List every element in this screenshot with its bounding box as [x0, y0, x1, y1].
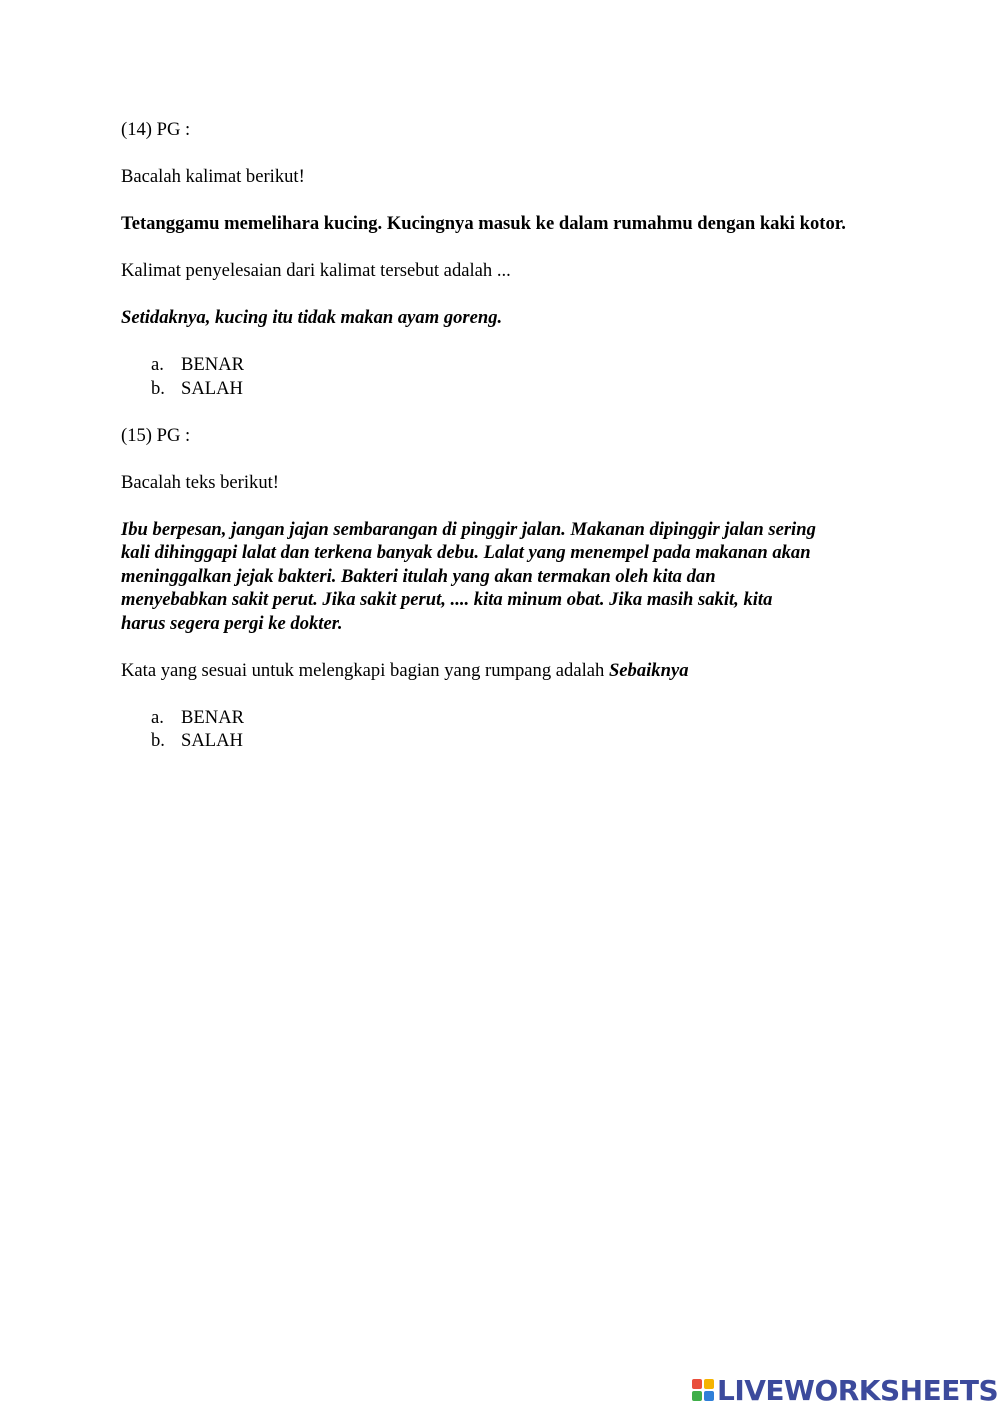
q15-passage [121, 518, 881, 636]
logo-square-green [692, 1391, 702, 1401]
q14-instruction: Bacalah kalimat berikut! [121, 166, 305, 187]
q15-passage-line-3: meninggalkan jejak bakteri. Bakteri itulah yang akan termakan oleh kita dan [121, 565, 716, 587]
q15-options [121, 706, 881, 753]
liveworksheets-logo-icon [692, 1379, 714, 1401]
q15-question [121, 659, 881, 683]
q15-passage-line-5: harus segera pergi ke dokter. [121, 612, 343, 634]
q15-option-b-text: SALAH [181, 730, 243, 751]
logo-square-blue [704, 1391, 714, 1401]
q14-statement: Setidaknya, kucing itu tidak makan ayam goreng. [121, 307, 503, 328]
logo-square-yellow [704, 1379, 714, 1389]
q14-options [121, 353, 881, 400]
q15-number: (15) PG : [121, 424, 191, 446]
q14-option-b[interactable]: b. SALAH [151, 377, 243, 399]
q15-passage-line-1: Ibu berpesan, jangan jajan sembarangan di pinggir jalan. Makanan dipinggir jalan sering [121, 518, 816, 540]
q14-option-a[interactable]: a. BENAR [151, 354, 245, 375]
worksheet-page [121, 118, 881, 776]
q15-answer-word: Sebaiknya [608, 659, 689, 681]
logo-square-red [692, 1379, 702, 1389]
q14-number: (14) PG : [121, 119, 191, 140]
q14-option-b-text: SALAH [181, 377, 243, 399]
q15-option-a[interactable]: a. BENAR [151, 706, 245, 728]
q14-question: Kalimat penyelesaian dari kalimat tersebut adalah ... [121, 260, 511, 281]
q15-option-b[interactable]: b. SALAH [151, 730, 243, 751]
q15-instruction: Bacalah teks berikut! [121, 471, 279, 493]
q15-passage-line-4: menyebabkan sakit perut. Jika sakit perut, .... kita minum obat. Jika masih sakit, kita [121, 589, 773, 610]
q14-passage: Tetanggamu memelihara kucing. Kucingnya masuk ke dalam rumahmu dengan kaki kotor. [121, 213, 846, 234]
liveworksheets-logo-text: LIVEWORKSHEETS [717, 1373, 999, 1407]
q15-question-text: Kata yang sesuai untuk melengkapi bagian yang rumpang adalah [121, 659, 605, 681]
liveworksheets-logo [692, 1374, 998, 1406]
q15-passage-line-2: kali dihinggapi lalat dan terkena banyak debu. Lalat yang menempel pada makanan akan [121, 542, 811, 563]
q14-option-a-text: BENAR [181, 354, 245, 375]
q15-option-a-text: BENAR [181, 706, 245, 728]
